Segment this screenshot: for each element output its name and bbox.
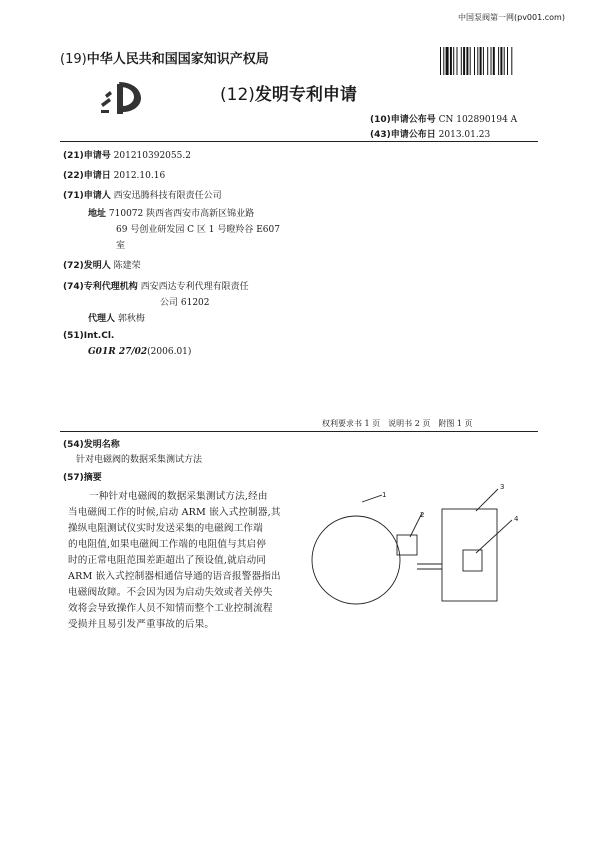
agency-label: (74)专利代理机构	[63, 282, 138, 292]
doc-type: 发明专利申请	[254, 85, 357, 105]
barcode-bar	[511, 47, 512, 75]
barcode-bar	[500, 47, 502, 75]
app-date: 2012.10.16	[113, 171, 166, 181]
app-no-label: (21)申请号	[63, 151, 111, 161]
applicant-name: 西安迅腾科技有限责任公司	[113, 191, 222, 201]
inventor-label: (72)发明人	[63, 261, 111, 271]
figure-label-3: 3	[500, 483, 505, 491]
barcode-bar	[487, 47, 488, 75]
barcode-bar	[470, 47, 471, 75]
pub-number-line	[370, 112, 517, 125]
agency-line-2: 公司 61202	[160, 298, 210, 308]
barcode-bar	[457, 47, 458, 75]
controller-box	[442, 509, 497, 601]
barcode-bar	[493, 47, 495, 75]
barcode-bar	[504, 47, 505, 75]
applicant-label: (71)申请人	[63, 191, 111, 201]
barcode-bar	[440, 47, 441, 75]
address	[88, 206, 254, 219]
cnipa-logo	[97, 78, 153, 118]
figure-label-2: 2	[420, 511, 425, 519]
invention-title: 针对电磁阀的数据采集测试方法	[76, 455, 203, 465]
pub-no: CN 102890194 A	[438, 115, 518, 125]
site-watermark: 中国泵阀第一网(pv001.com)	[458, 13, 565, 22]
int-cl-label: (51)Int.Cl.	[63, 331, 115, 341]
abstract-drawing	[302, 475, 564, 627]
office-header	[60, 48, 269, 67]
code-12: (12)	[220, 85, 255, 105]
code-19: (19)	[60, 52, 87, 67]
abstract-line: 受损并且易引发严重事故的后果。	[68, 619, 215, 630]
address-line-2: 69 号创业研发园 C 区 1 号瞪羚谷 E607	[116, 225, 280, 235]
app-no: 201210392055.2	[113, 151, 191, 161]
abstract-line: 的电阻值,如果电磁阀工作端的电阻值与其启停	[68, 539, 267, 550]
alarm-box	[463, 550, 482, 571]
barcode-bar	[507, 47, 508, 75]
figure-label-4: 4	[514, 515, 519, 523]
agent-label: 代理人	[88, 314, 116, 324]
agent-name: 郭秋梅	[117, 314, 145, 324]
barcode-bar	[474, 47, 475, 75]
pub-date: 2013.01.23	[438, 130, 491, 140]
pub-no-label: (10)申请公布号	[370, 115, 436, 125]
barcode-bar	[463, 47, 465, 75]
header-rule	[60, 141, 538, 142]
int-cl-code: G01R 27/02	[88, 347, 148, 357]
agency-line-1: 西安西达专利代理有限责任	[140, 282, 249, 292]
office-name: 中华人民共和国国家知识产权局	[86, 52, 269, 67]
abstract-label: (57)摘要	[63, 473, 102, 483]
patent-agency	[63, 279, 249, 292]
abstract-line: 一种针对电磁阀的数据采集测试方法,经由	[89, 491, 268, 502]
pages-info: 权利要求书 1 页 说明书 2 页 附图 1 页	[322, 419, 473, 428]
inventor	[63, 258, 141, 271]
applicant	[63, 188, 222, 201]
abstract-line: 电磁阀故障。不会因为因为启动失效或者关停失	[68, 587, 273, 598]
pub-date-line	[370, 127, 490, 140]
address-line-1: 710072 陕西省西安市高新区锦业路	[108, 209, 255, 219]
address-line-3: 室	[116, 241, 126, 251]
barcode-bar	[446, 47, 449, 75]
barcode-bar	[477, 47, 478, 75]
barcode-bar	[491, 47, 492, 75]
title-label: (54)发明名称	[63, 440, 120, 450]
int-cl-year: (2006.01)	[147, 347, 192, 357]
application-date	[63, 168, 165, 181]
application-number	[63, 148, 191, 161]
barcode-bar	[461, 47, 462, 75]
app-date-label: (22)申请日	[63, 171, 111, 181]
barcode-bar	[453, 47, 454, 75]
valve-circle	[312, 516, 400, 604]
inventor-name: 陈建荣	[113, 261, 141, 271]
doc-type-title	[220, 80, 357, 105]
barcode-bar	[450, 47, 452, 75]
barcode-bar	[483, 47, 484, 75]
resistance-tester-box	[397, 535, 417, 555]
pages-rule	[60, 431, 538, 432]
abstract-line: 当电磁阀工作的时候,启动 ARM 嵌入式控制器,其	[68, 507, 281, 518]
int-cl-entry	[88, 347, 191, 357]
pub-date-label: (43)申请公布日	[370, 130, 436, 140]
abstract-line: 时的正常电阻范围差距超出了预设值,就启动同	[68, 555, 267, 566]
abstract-line: 操纵电阻测试仪实时发送采集的电磁阀工作端	[68, 523, 263, 534]
address-label: 地址	[88, 209, 107, 219]
figure-label-1: 1	[382, 491, 387, 499]
barcode-bar	[498, 47, 499, 75]
agent	[88, 311, 145, 324]
abstract-line: 效将会导致操作人员不知情而整个工业控制流程	[68, 603, 273, 614]
abstract-line: ARM 嵌入式控制器相通信导通的语音报警器指出	[68, 571, 281, 582]
barcode	[440, 47, 553, 75]
barcode-bar	[480, 47, 482, 75]
barcode-bar	[466, 47, 468, 75]
barcode-bar	[443, 47, 444, 75]
